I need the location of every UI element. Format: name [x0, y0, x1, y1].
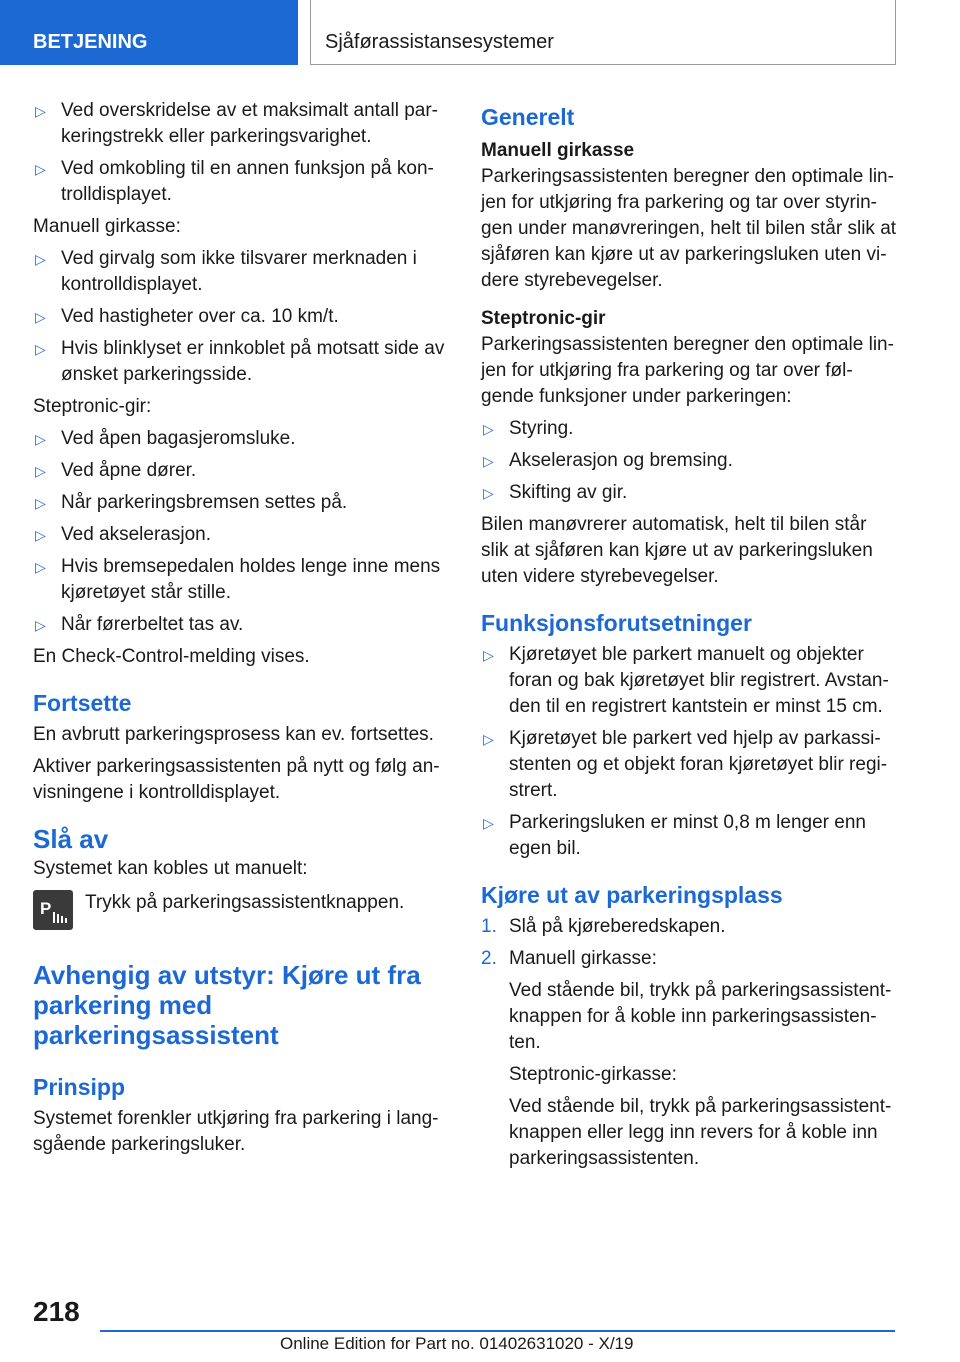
heading-prinsipp: Prinsipp — [33, 1074, 126, 1100]
step-text: Manuell girkasse: — [509, 948, 657, 969]
list-item — [33, 426, 448, 452]
list-item — [33, 304, 448, 330]
numbered-step — [481, 946, 898, 1172]
step-number: 2. — [481, 948, 497, 969]
list-item-text: Ved åpne dører. — [61, 460, 197, 481]
list-item-text: Akselerasjon og bremsing. — [509, 450, 733, 471]
triangle-bullet-icon: ▷ — [483, 647, 494, 663]
list-item — [33, 246, 448, 298]
list-item-text: Skifting av gir. — [509, 482, 628, 503]
triangle-bullet-icon: ▷ — [483, 731, 494, 747]
button-instruction-text: Trykk på parkeringsassistentknappen. — [85, 892, 405, 913]
triangle-bullet-icon: ▷ — [35, 527, 46, 543]
triangle-bullet-icon: ▷ — [35, 617, 46, 633]
list-item — [33, 490, 448, 516]
paragraph: Aktiver parkeringsassistenten på nytt og følg anvisningene i kontrolldisplayet. — [33, 756, 440, 803]
list-item — [33, 98, 448, 150]
triangle-bullet-icon: ▷ — [483, 453, 494, 469]
triangle-bullet-icon: ▷ — [35, 251, 46, 267]
list-item — [481, 448, 898, 474]
list-item — [481, 480, 898, 506]
triangle-bullet-icon: ▷ — [483, 485, 494, 501]
triangle-bullet-icon: ▷ — [35, 103, 46, 119]
step-detail: Ved stående bil, trykk på parkeringsassistentknappen eller legg inn revers for å koble inn parkeringsassistenten. — [509, 1096, 892, 1169]
list-item-text: Når parkeringsbremsen settes på. — [61, 492, 348, 513]
chapter-tab — [310, 0, 896, 65]
paragraph: Parkeringsassistenten beregner den optimale linjen for utkjøring fra parkering og tar over følgende funksjoner under parkeringen: — [481, 334, 894, 407]
list-item — [481, 726, 898, 804]
triangle-bullet-icon: ▷ — [35, 463, 46, 479]
list-item — [33, 156, 448, 208]
section-tab — [0, 0, 298, 65]
list-item-text: Ved åpen bagasjeromsluke. — [61, 428, 296, 449]
list-item — [481, 416, 898, 442]
paragraph: Systemet kan kobles ut manuelt: — [33, 858, 308, 879]
steptronic-label: Steptronic-gir: — [33, 396, 152, 417]
heading-avhengig-av-utstyr: Avhengig av utstyr: Kjøre ut fra parkering med parkeringsassistent — [33, 960, 421, 1050]
step-number: 1. — [481, 916, 497, 937]
triangle-bullet-icon: ▷ — [483, 421, 494, 437]
svg-text:P: P — [40, 899, 52, 918]
heading-kjore-ut: Kjøre ut av parkeringsplass — [481, 882, 783, 908]
list-item — [481, 642, 898, 720]
heading-fortsette: Fortsette — [33, 690, 132, 716]
paragraph: Bilen manøvrerer automatisk, helt til bilen står slik at sjåføren kan kjøre ut av parkeringsluken uten videre styrebevegelser. — [481, 514, 873, 587]
list-item-text: Ved girvalg som ikke tilsvarer merknaden i kontrolldisplayet. — [61, 248, 417, 295]
list-item — [33, 612, 448, 638]
list-item — [33, 458, 448, 484]
paragraph: Parkeringsassistenten beregner den optimale linjen for utkjøring fra parkering og tar over styringen under manøvreringen, helt til bilen står slik at sjåføren kan kjøre ut av parkeringsluken uten videre styrebevegelser. — [481, 166, 897, 291]
triangle-bullet-icon: ▷ — [35, 495, 46, 511]
right-column — [481, 98, 898, 1178]
list-item — [33, 336, 448, 388]
heading-funksjonsforutsetninger: Funksjonsforutsetninger — [481, 610, 752, 636]
paragraph: En avbrutt parkeringsprosess kan ev. fortsettes. — [33, 724, 434, 745]
triangle-bullet-icon: ▷ — [35, 341, 46, 357]
triangle-bullet-icon: ▷ — [35, 559, 46, 575]
step-text: Slå på kjøreberedskapen. — [509, 916, 726, 937]
list-item-text: Hvis bremsepedalen holdes lenge inne mens kjøretøyet står stille. — [61, 556, 441, 603]
subheading-steptronic-gir: Steptronic-gir — [481, 308, 606, 329]
list-item-text: Kjøretøyet ble parkert ved hjelp av parkassistenten og et objekt foran kjøretøyet blir registrert. — [509, 728, 888, 801]
list-item-text: Ved akselerasjon. — [61, 524, 211, 545]
footer-text: Online Edition for Part no. 01402631020 - X/19 — [280, 1334, 634, 1353]
list-item-text: Styring. — [509, 418, 574, 439]
list-item — [33, 522, 448, 548]
list-item-text: Ved omkobling til en annen funksjon på kontrolldisplayet. — [61, 158, 434, 205]
section-title: BETJENING — [33, 31, 148, 53]
check-control-message: En Check-Control-melding vises. — [33, 646, 310, 667]
list-item-text: Parkeringsluken er minst 0,8 m lenger enn egen bil. — [509, 812, 866, 859]
heading-generelt: Generelt — [481, 104, 575, 130]
left-column — [33, 98, 448, 1164]
list-item — [33, 554, 448, 606]
step-detail: Ved stående bil, trykk på parkeringsassistentknappen for å koble inn parkeringsassistenten. — [509, 980, 892, 1053]
list-item — [481, 810, 898, 862]
subheading-manuell-girkasse: Manuell girkasse — [481, 140, 635, 161]
page-number: 218 — [33, 1296, 80, 1327]
step-detail: Steptronic-girkasse: — [509, 1064, 677, 1085]
button-instruction — [33, 890, 448, 930]
list-item-text: Hvis blinklyset er innkoblet på motsatt side av ønsket parkeringsside. — [61, 338, 445, 385]
parking-assistant-button-icon — [33, 890, 73, 930]
numbered-step — [481, 914, 898, 940]
list-item-text: Når førerbeltet tas av. — [61, 614, 244, 635]
triangle-bullet-icon: ▷ — [483, 815, 494, 831]
manual-gearbox-label: Manuell girkasse: — [33, 216, 181, 237]
list-item-text: Ved hastigheter over ca. 10 km/t. — [61, 306, 339, 327]
list-item-text: Kjøretøyet ble parkert manuelt og objekter foran og bak kjøretøyet blir registrert. Avstanden til en registrert kantstein er minst 15 cm. — [509, 644, 889, 717]
triangle-bullet-icon: ▷ — [35, 161, 46, 177]
footer-divider — [100, 1330, 895, 1332]
list-item-text: Ved overskridelse av et maksimalt antall parkeringstrekk eller parkeringsvarighet. — [61, 100, 438, 147]
triangle-bullet-icon: ▷ — [35, 431, 46, 447]
triangle-bullet-icon: ▷ — [35, 309, 46, 325]
paragraph: Systemet forenkler utkjøring fra parkering i langsgående parkeringsluker. — [33, 1108, 439, 1155]
chapter-title: Sjåførassistansesystemer — [325, 31, 554, 53]
heading-sla-av: Slå av — [33, 824, 109, 854]
